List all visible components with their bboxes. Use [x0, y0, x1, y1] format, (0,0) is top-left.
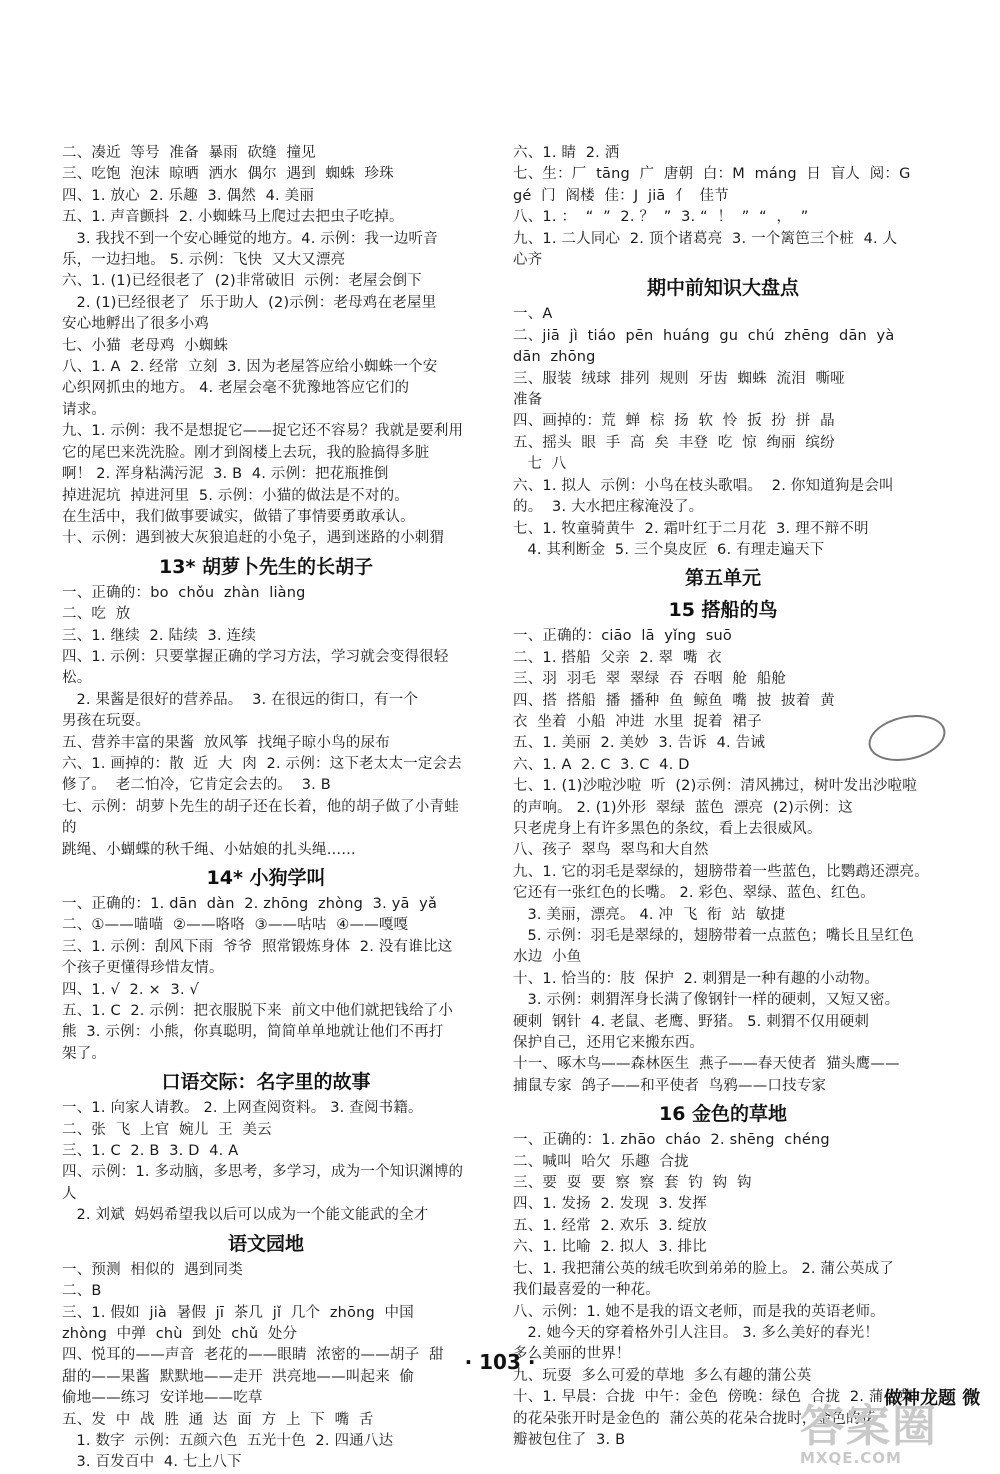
answer-line: 2. (1)已经很老了 乐于助人 (2)示例：老母鸡在老屋里 [62, 294, 437, 311]
answer-line: 十、1. 早晨：合拢 中午：金色 傍晚：绿色 合拢 2. 蒲公英 [513, 1389, 913, 1406]
answer-line: 跳绳、小蝴蝶的秋千绳、小姑娘的扎头绳…… [62, 841, 356, 858]
answer-line: 瓣被包住了 3. B [513, 1431, 626, 1448]
answer-line: 七、1. 牧童骑黄牛 2. 霜叶红于二月花 3. 理不辩不明 [513, 520, 869, 537]
answer-line: 掉进泥坑 掉进河里 5. 示例：小猫的做法是不对的。 [62, 487, 409, 504]
section-heading: 13* 胡萝卜先生的长胡子 [159, 555, 373, 578]
answer-line: 3. 示例：刺猬浑身长满了像钢针一样的硬刺，又短又密。 [513, 992, 900, 1009]
answer-line: 五、1. C 2. 示例：把衣服脱下来 前文中他们就把钱给了小 [62, 1003, 454, 1020]
section-heading: 15 搭船的鸟 [668, 599, 778, 622]
answer-line: 二、张 飞 上官 婉儿 王 美云 [62, 1121, 272, 1138]
answer-line: 我们最喜爱的一种花。 [513, 1282, 660, 1299]
answer-line: 九、1. 它的羽毛是翠绿的，翅膀带着一些蓝色，比鹦鹉还漂亮。 [513, 863, 929, 880]
answer-line: 七、1. (1)沙啦沙啦 听 (2)示例：清风拂过，树叶发出沙啦啦 [513, 778, 917, 795]
answer-line: 衣 坐着 小船 冲进 水里 捉着 裙子 [513, 713, 762, 730]
section-heading: 16 金色的草地 [658, 1103, 788, 1126]
answer-line: 二、凑近 等号 准备 暴雨 砍缝 撞见 [62, 145, 316, 161]
answer-line: 捕鼠专家 鸽子——和平使者 鸟鸦——口技专家 [513, 1077, 827, 1094]
answer-line: 的声响。 2. (1)外形 翠绿 蓝色 漂亮 (2)示例：这 [513, 799, 853, 816]
answer-line: 偷地——练习 安详地——吃草 [62, 1390, 263, 1407]
answer-line: 五、1. 经常 2. 欢乐 3. 绽放 [513, 1217, 707, 1234]
answer-line: 5. 示例：羽毛是翠绿的，翅膀带着一点蓝色；嘴长且呈红色 [513, 928, 914, 944]
answer-line: 多么美丽的世界！ [513, 1346, 631, 1363]
site-watermark [800, 1401, 990, 1467]
answer-line: 四、1. 示例：只要掌握正确的学习方法，学习就会变得很轻松。 [62, 648, 449, 687]
watermark-url: MXQE.COM [800, 1449, 902, 1467]
answer-line: 三、1. 继续 2. 陆续 3. 连续 [62, 627, 256, 644]
answer-line: 甜的——果酱 默默地——走开 洪亮地——叫起来 偷 [62, 1368, 415, 1385]
answer-line: 六、1. 画掉的：散 近 大 肉 2. 示例：这下老太太一定会去 [62, 755, 462, 772]
answer-line: 硬刺 钢针 4. 老鼠、老鹰、野猪。 5. 刺猬不仅用硬刺 [513, 1013, 870, 1030]
section-heading: 14* 小狗学叫 [206, 867, 326, 889]
section-heading: 第五单元 [684, 567, 761, 590]
answer-line: 在生活中，我们做事要诚实，做错了事情要勇敢承认。 [62, 508, 415, 525]
answer-line: 十一、啄木鸟——森林医生 燕子——春天使者 猫头鹰—— [513, 1056, 900, 1073]
answer-line: 十、1. 恰当的：肢 保护 2. 刺猬是一种有趣的小动物。 [513, 970, 880, 987]
watermark-text: 答案圈 [800, 1401, 938, 1452]
answer-line: 2. 果酱是很好的营养品。 3. 在很远的街口，有一个 [62, 691, 419, 708]
answer-line: 十、示例：遇到被大灰狼追赶的小兔子，遇到迷路的小刺猬 [62, 530, 445, 547]
answer-line: 一、A [513, 306, 553, 323]
right-column [513, 143, 933, 1451]
section-heading: 语文园地 [227, 1232, 304, 1255]
section-heading: 口语交际：名字里的故事 [161, 1071, 371, 1094]
answer-line: 心织网抓虫的地方。 4. 老屋会毫不犹豫地答应它们的 [62, 380, 410, 397]
left-column [62, 143, 470, 1474]
answer-line: 三、1. 示例：刮风下雨 爷爷 照常锻炼身体 2. 没有谁比这 [62, 938, 453, 955]
page-number: · 103 · [464, 1350, 536, 1374]
answer-line: 九、1. 示例：我不是想捉它——捉它还不容易？我就是要利用 [62, 423, 464, 440]
answer-line: 一、正确的：ciāo lā yǐng suō [513, 628, 732, 645]
answer-line: 三、羽 羽毛 翠 翠绿 吞 吞咽 舱 船舱 [513, 671, 787, 688]
answer-line: gé 门 阁楼 佳：J jiā 亻 佳节 [513, 187, 729, 204]
answer-line: 三、吃饱 泡沫 晾晒 洒水 偶尔 遇到 蜘蛛 珍珠 [62, 166, 394, 183]
answer-line: 熊 3. 示例：小熊，你真聪明，简简单单地就让他们不再打 [62, 1024, 444, 1041]
answer-line: 四、悦耳的——声音 老花的——眼睛 浓密的——胡子 甜 [62, 1347, 444, 1364]
answer-line: 四、示例：1. 多动脑，多思考，多学习，成为一个知识渊博的人 [62, 1164, 464, 1202]
answer-line: 一、1. 向家人请教。 2. 上网查阅资料。 3. 查阅书籍。 [62, 1100, 423, 1117]
answer-line: 一、正确的：bo chǒu zhàn liàng [62, 584, 306, 601]
answer-line: 七、小猫 老母鸡 小蜘蛛 [62, 337, 229, 354]
answer-line: 一、预测 相似的 遇到同类 [62, 1261, 243, 1278]
answer-line: 请求。 [62, 401, 107, 418]
answer-line: 五、发 中 战 胜 通 达 面 方 上 下 嘴 舌 [62, 1411, 374, 1428]
answer-line: 三、1. 假如 jià 暑假 jī 茶几 jǐ 几个 zhōng 中国 [62, 1304, 414, 1321]
section-heading: 期中前知识大盘点 [646, 277, 799, 300]
answer-line: 男孩在玩耍。 [62, 713, 151, 730]
answer-line: 六、1. (1)已经很老了 (2)非常破旧 示例：老屋会倒下 [62, 273, 422, 290]
answer-line: 四、1. √ 2. × 3. √ [62, 981, 199, 998]
answer-line: zhòng 中弹 chù 到处 chǔ 处分 [62, 1325, 298, 1342]
answer-line: 修了。 老二怕冷，它肯定会去的。 3. B [62, 777, 331, 794]
answer-line: 4. 其利断金 5. 三个臭皮匠 6. 有理走遍天下 [513, 541, 825, 558]
brand-label: 做神龙题 微 [884, 1388, 981, 1409]
answer-line: 四、1. 放心 2. 乐趣 3. 偶然 4. 美丽 [62, 187, 315, 204]
answer-line: 二、1. 搭船 父亲 2. 翠 嘴 衣 [513, 649, 722, 666]
answer-line: 一、正确的：1. dān dàn 2. zhōng zhòng 3. yā yǎ [62, 896, 438, 912]
answer-line: dān zhōng [513, 349, 596, 366]
answer-line: 一、正确的：1. zhāo cháo 2. shēng chéng [513, 1132, 830, 1149]
answer-line: 五、1. 美丽 2. 美妙 3. 告诉 4. 告诫 [513, 735, 766, 752]
answer-line: 的。 3. 大水把庄稼淹没了。 [513, 499, 704, 516]
answer-line: 五、1. 声音颤抖 2. 小蜘蛛马上爬过去把虫子吃掉。 [62, 209, 404, 226]
answer-line: 六、1. 拟人 示例：小鸟在枝头歌唱。 2. 你知道狗是会叫 [513, 477, 894, 494]
answer-line: 四、搭 搭船 播 播种 鱼 鲸鱼 嘴 披 披着 黄 [513, 692, 835, 709]
answer-line: 九、1. 二人同心 2. 顶个诸葛亮 3. 一个篱笆三个桩 4. 人 [513, 230, 898, 247]
answer-line: 二、jiā jì tiáo pēn huáng gu chú zhēng dān yà [513, 327, 895, 344]
answer-line: 1. 数字 示例：五颜六色 五光十色 2. 四通八达 [62, 1432, 394, 1449]
answer-line: 五、摇头 眼 手 高 矣 丰登 吃 惊 绚丽 缤纷 [513, 434, 835, 451]
answer-line: 七、生：厂 tāng 广 唐朝 白：M máng 日 盲人 阅：G [513, 166, 911, 183]
answer-line: 七、1. 我把蒲公英的绒毛吹到弟弟的脸上。 2. 蒲公英成了 [513, 1260, 894, 1277]
answer-line: 五、营养丰富的果酱 放风筝 找绳子晾小鸟的尿布 [62, 734, 390, 751]
answer-line: 只老虎身上有许多黑色的条纹，看上去很威风。 [513, 820, 822, 837]
answer-line: 四、画掉的：荒 蝉 棕 扬 软 怜 扳 扮 拼 晶 [513, 413, 835, 430]
answer-line: 七、示例：胡萝卜先生的胡子还在长着，他的胡子做了小青蛙的 [62, 798, 459, 837]
answer-line: 六、1. 比喻 2. 拟人 3. 排比 [513, 1239, 707, 1256]
answer-line: 乐，一边扫地。 5. 示例：飞快 又大又漂亮 [62, 252, 346, 269]
answer-line: 九、玩耍 多么可爱的草地 多么有趣的蒲公英 [513, 1367, 812, 1384]
answer-line: 二、吃 放 [62, 606, 131, 623]
answer-line: 八、孩子 翠鸟 翠鸟和大自然 [513, 842, 709, 859]
answer-line: 3. 百发百中 4. 七上八下 [62, 1454, 242, 1471]
answer-line: 保护自己，还用它来搬东西。 [513, 1035, 705, 1052]
answer-line: 三、1. C 2. B 3. D 4. A [62, 1143, 239, 1160]
answer-line: 八、1. A 2. 经常 立刻 3. 因为老屋答应给小蜘蛛一个安 [62, 359, 438, 376]
answer-line: 八、示例：1. 她不是我的语文老师，而是我的英语老师。 [513, 1303, 885, 1320]
answer-line: 三、要 耍 要 察 察 套 钓 钩 钩 [513, 1175, 752, 1192]
answer-line: 准备 [513, 392, 543, 409]
answer-line: 啊！ 2. 浑身粘满污泥 3. B 4. 示例：把花瓶推倒 [62, 466, 389, 483]
answer-line: 六、1. A 2. C 3. C 4. D [513, 756, 690, 773]
answer-line: 七 八 [513, 456, 567, 473]
answer-line: 二、B [62, 1283, 102, 1300]
answer-line: 二、①——喵喵 ②——咯咯 ③——咕咕 ④——嘎嘎 [62, 917, 409, 934]
answer-line: 2. 刘斌 妈妈希望我以后可以成为一个能文能武的全才 [62, 1207, 429, 1224]
answer-line: 的花朵张开时是金色的 蒲公英的花朵合拢时，金色的花 [513, 1410, 876, 1427]
answer-line: 八、1. ： “ ” 2. ？ ” 3. “ ！ ” “ ， ” [513, 209, 809, 226]
answer-line: 六、1. 睛 2. 洒 [513, 145, 620, 161]
answer-line: 心齐 [513, 252, 543, 269]
answer-line: 2. 她今天的穿着格外引人注目。 3. 多么美好的春光！ [513, 1324, 880, 1341]
answer-line: 架了。 [62, 1045, 107, 1062]
answer-line: 二、喊叫 哈欠 乐趣 合拢 [513, 1153, 689, 1170]
answer-line: 安心地孵出了很多小鸡 [62, 316, 209, 333]
answer-line: 3. 美丽，漂亮。 4. 冲 飞 衔 站 敏捷 [513, 906, 786, 923]
answer-line: 它的尾巴来洗洗脸。刚才到阁楼上去玩，我的脸搞得多脏 [62, 444, 430, 461]
answer-line: 三、服装 绒球 排列 规则 牙齿 蜘蛛 流泪 嘶哑 [513, 370, 845, 387]
answer-line: 四、1. 发扬 2. 发现 3. 发挥 [513, 1196, 707, 1213]
answer-line: 个孩子更懂得珍惜友情。 [62, 960, 224, 977]
answer-line: 3. 我找不到一个安心睡觉的地方。4. 示例：我一边听音 [62, 230, 438, 247]
answer-line: 水边 小鱼 [513, 949, 582, 966]
answer-line: 它还有一张红色的长嘴。 2. 彩色、翠绿、蓝色、红色。 [513, 885, 875, 902]
